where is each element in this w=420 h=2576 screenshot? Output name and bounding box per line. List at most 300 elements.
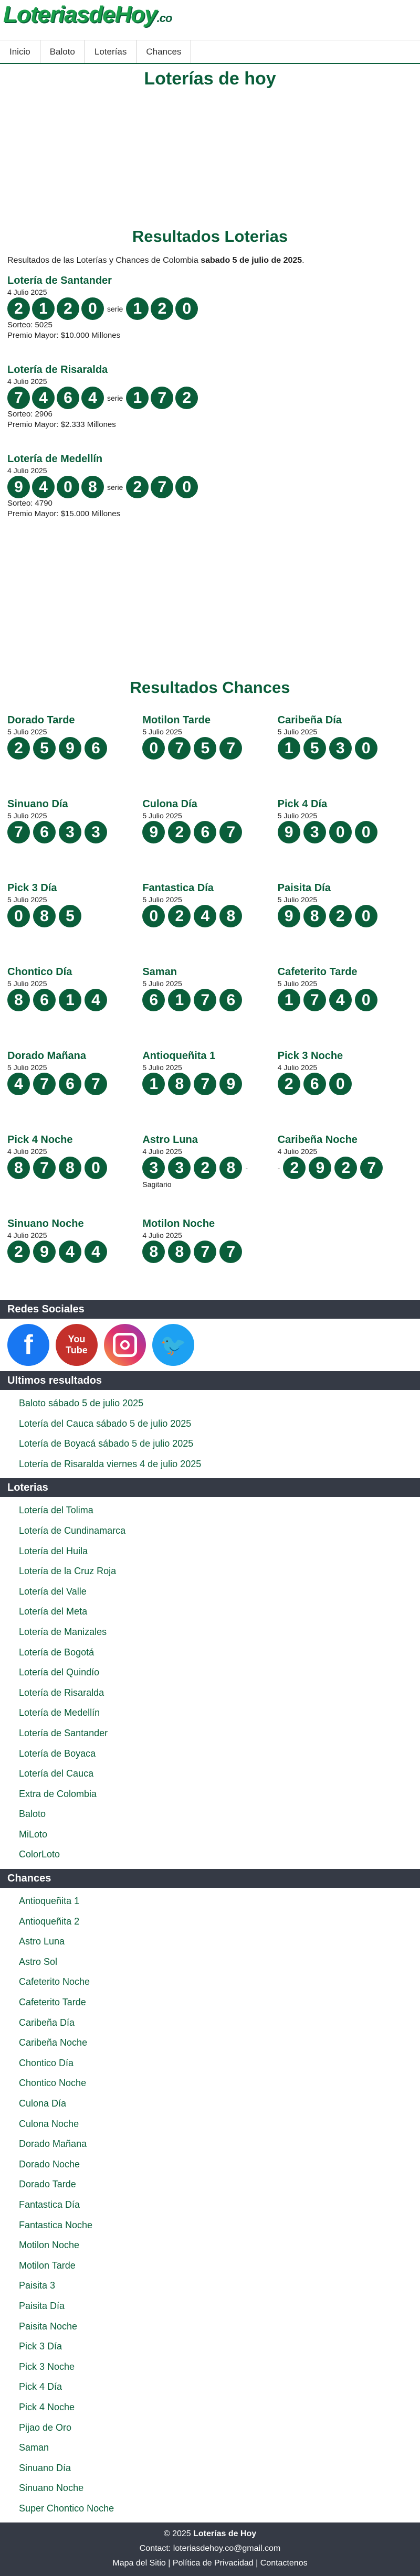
number-ball: 7: [303, 989, 326, 1011]
chance-date: 4 Julio 2025: [7, 1231, 47, 1239]
number-ball: 0: [329, 1073, 352, 1095]
chance-link[interactable]: Paisita Noche: [19, 2321, 78, 2332]
facebook-icon[interactable]: f: [7, 1324, 49, 1366]
chance-name[interactable]: Caribeña Día: [277, 714, 342, 726]
chance-link[interactable]: Motilon Noche: [19, 2240, 80, 2251]
list-item: [19, 1804, 420, 1824]
serie-ball: 0: [175, 476, 198, 498]
chance-link[interactable]: Saman: [19, 2442, 49, 2453]
chance-result: [278, 964, 413, 1048]
chance-link[interactable]: Pijao de Oro: [19, 2422, 72, 2433]
chance-numbers: [278, 737, 413, 760]
number-ball: 8: [59, 1157, 81, 1179]
chance-link[interactable]: Super Chontico Noche: [19, 2503, 114, 2514]
loteria-link[interactable]: Lotería de la Cruz Roja: [19, 1566, 117, 1577]
chance-link[interactable]: Pick 4 Día: [19, 2381, 62, 2392]
footer-sep: |: [253, 2559, 260, 2568]
chance-numbers: [7, 1073, 142, 1095]
main-nav: [0, 40, 420, 64]
list-item: [19, 2478, 420, 2498]
number-ball: 2: [7, 737, 30, 760]
chance-result: [7, 964, 142, 1048]
chance-name[interactable]: Motilon Tarde: [142, 714, 211, 726]
copyright-prefix: © 2025: [163, 2529, 194, 2539]
loteria-link[interactable]: Lotería del Cauca: [19, 1768, 94, 1779]
loteria-link[interactable]: Extra de Colombia: [19, 1788, 97, 1799]
chance-numbers: [7, 1157, 142, 1179]
chance-link[interactable]: Cafeterito Tarde: [19, 1997, 86, 2008]
list-item: [19, 1824, 420, 1845]
chance-date: 4 Julio 2025: [142, 1147, 182, 1156]
chance-name[interactable]: Motilon Noche: [142, 1218, 215, 1230]
number-ball: 9: [278, 905, 300, 927]
chance-result: [142, 712, 277, 796]
number-ball: 3: [142, 1157, 165, 1179]
list-item: [19, 2418, 420, 2438]
number-ball: 2: [7, 297, 30, 320]
youtube-you: You: [68, 1334, 86, 1344]
loteria-link[interactable]: Lotería de Bogotá: [19, 1647, 94, 1658]
number-ball: 8: [219, 905, 242, 927]
number-ball: 0: [355, 905, 377, 927]
chance-name[interactable]: Pick 4 Día: [277, 798, 328, 810]
chance-link[interactable]: Antioqueñita 1: [19, 1896, 80, 1907]
chance-numbers: [7, 989, 142, 1011]
number-ball: 7: [219, 821, 242, 843]
list-item: [19, 2053, 420, 2073]
chance-date: 5 Julio 2025: [7, 1063, 47, 1072]
chance-link[interactable]: Pick 3 Noche: [19, 2361, 75, 2372]
number-ball: 1: [278, 989, 300, 1011]
chance-name[interactable]: Pick 4 Noche: [7, 1134, 73, 1146]
chance-link[interactable]: Dorado Mañana: [19, 2139, 87, 2150]
chance-numbers: [278, 821, 413, 843]
list-item: [19, 1622, 420, 1642]
number-ball: 3: [168, 1157, 191, 1179]
loteria-link[interactable]: Lotería de Manizales: [19, 1626, 107, 1637]
number-ball: 4: [85, 1241, 107, 1263]
nav-baloto[interactable]: Baloto: [40, 40, 85, 63]
footer-link-mapa[interactable]: Mapa del Sitio: [112, 2559, 166, 2568]
chance-result: [7, 1048, 142, 1132]
ad-space: [0, 98, 420, 223]
chance-numbers: [142, 1157, 277, 1179]
number-ball: 7: [7, 821, 30, 843]
intro-prefix: Resultados de las Loterías y Chances de Colombia: [7, 256, 201, 265]
list-item: [19, 2336, 420, 2357]
chance-link[interactable]: Fantastica Noche: [19, 2219, 93, 2230]
list-item: [19, 2458, 420, 2478]
chance-link[interactable]: Fantastica Día: [19, 2199, 80, 2210]
list-item: [19, 1581, 420, 1602]
nav-inicio[interactable]: Inicio: [0, 40, 40, 63]
number-ball: 0: [355, 989, 377, 1011]
list-item: [19, 1763, 420, 1784]
number-ball: 9: [219, 1073, 242, 1095]
chance-date: 5 Julio 2025: [142, 979, 182, 988]
chance-link[interactable]: Pick 4 Noche: [19, 2401, 75, 2412]
chance-date: 4 Julio 2025: [277, 1063, 318, 1072]
list-item: [19, 2275, 420, 2296]
loteria-date: 4 Julio 2025: [7, 466, 47, 475]
chance-name[interactable]: Chontico Día: [7, 966, 72, 978]
list-item: [19, 1561, 420, 1581]
number-ball: 7: [7, 387, 30, 409]
chance-name[interactable]: Cafeterito Tarde: [277, 966, 358, 978]
list-item: [19, 2154, 420, 2175]
chance-name[interactable]: Dorado Mañana: [7, 1050, 87, 1062]
chance-numbers: [142, 989, 277, 1011]
number-ball: 9: [59, 737, 81, 760]
number-ball: 0: [57, 476, 79, 498]
chance-link[interactable]: Pick 3 Día: [19, 2341, 62, 2352]
ultimo-link[interactable]: Lotería de Risaralda viernes 4 de julio 2025: [19, 1458, 202, 1469]
loteria-link[interactable]: MiLoto: [19, 1829, 48, 1840]
number-ball: 2: [329, 905, 352, 927]
footer-link-privacidad[interactable]: Política de Privacidad: [172, 2559, 254, 2568]
chance-name[interactable]: Saman: [142, 966, 177, 978]
number-ball: 0: [81, 297, 104, 320]
list-item: [19, 1952, 420, 1972]
footer-link-contactenos[interactable]: Contactenos: [260, 2559, 308, 2568]
footer-copyright: [0, 2527, 420, 2541]
chance-name[interactable]: Astro Luna: [142, 1134, 198, 1146]
chance-name[interactable]: Dorado Tarde: [7, 714, 75, 726]
number-ball: 5: [33, 737, 56, 760]
chance-numbers: [7, 1241, 142, 1263]
chance-date: 5 Julio 2025: [142, 1063, 182, 1072]
loteria-name[interactable]: Lotería de Medellín: [7, 453, 103, 465]
chance-name[interactable]: Pick 3 Noche: [277, 1050, 343, 1062]
list-item: [19, 2114, 420, 2134]
list-item: [19, 1744, 420, 1764]
chance-date: 5 Julio 2025: [142, 728, 182, 736]
chance-link[interactable]: Dorado Tarde: [19, 2179, 76, 2190]
loterias-list-title: Loterias: [0, 1478, 420, 1497]
number-ball: 7: [85, 1073, 107, 1095]
chance-name[interactable]: Caribeña Noche: [277, 1134, 358, 1146]
twitter-icon[interactable]: 🐦: [152, 1324, 194, 1366]
list-item: [19, 1683, 420, 1703]
chance-date: 4 Julio 2025: [277, 1147, 318, 1156]
list-item: [19, 1500, 420, 1521]
loteria-date: 4 Julio 2025: [7, 377, 47, 386]
loteria-link[interactable]: Lotería del Valle: [19, 1586, 87, 1597]
site-logo[interactable]: [3, 2, 172, 27]
loteria-link[interactable]: Baloto: [19, 1809, 46, 1820]
chance-link[interactable]: Paisita 3: [19, 2280, 56, 2291]
chance-numbers: [278, 1157, 413, 1179]
loteria-link[interactable]: Lotería del Tolima: [19, 1505, 93, 1516]
list-item: [19, 1992, 420, 2013]
number-ball: 8: [219, 1157, 242, 1179]
loteria-name[interactable]: Lotería de Risaralda: [7, 364, 108, 376]
chance-sign: Sagitario: [142, 1180, 172, 1189]
chance-date: 4 Julio 2025: [142, 1231, 182, 1239]
chance-link[interactable]: Caribeña Noche: [19, 2037, 88, 2048]
number-ball: 7: [194, 1241, 216, 1263]
list-item: [19, 2073, 420, 2093]
list-item: [19, 1642, 420, 1663]
ultimos-list: [0, 1390, 420, 1478]
number-ball: 2: [194, 1157, 216, 1179]
chance-link[interactable]: Dorado Noche: [19, 2158, 80, 2169]
loteria-sorteo: Sorteo: 2906: [7, 410, 52, 419]
list-item: [19, 2357, 420, 2377]
chance-link[interactable]: Culona Día: [19, 2098, 67, 2109]
loteria-link[interactable]: Lotería de Risaralda: [19, 1687, 104, 1698]
number-ball: 2: [57, 297, 79, 320]
number-ball: 3: [329, 737, 352, 760]
redes-title: Redes Sociales: [0, 1300, 420, 1319]
list-item: [19, 2377, 420, 2397]
number-ball: 6: [57, 387, 79, 409]
chance-numbers: [278, 1073, 413, 1095]
number-ball: 8: [168, 1241, 191, 1263]
number-ball: 7: [219, 1241, 242, 1263]
number-ball: 2: [278, 1073, 300, 1095]
number-ball: 1: [32, 297, 55, 320]
footer-sep: |: [165, 2559, 173, 2568]
number-ball: 5: [303, 737, 326, 760]
chance-date: 5 Julio 2025: [277, 728, 318, 736]
number-ball: 2: [283, 1157, 306, 1179]
chance-numbers: [142, 821, 277, 843]
number-ball: 6: [85, 737, 107, 760]
chance-name[interactable]: Paisita Día: [277, 882, 331, 894]
serie-ball: 2: [151, 297, 173, 320]
number-ball: 7: [168, 737, 191, 760]
serie-label: serie: [107, 483, 123, 491]
list-item: [19, 2033, 420, 2053]
number-ball: 5: [59, 905, 81, 927]
loteria-link[interactable]: Lotería de Cundinamarca: [19, 1525, 126, 1536]
list-item: [19, 2296, 420, 2316]
chance-result: [7, 1216, 142, 1300]
number-ball: 0: [355, 737, 377, 760]
loteria-name[interactable]: Lotería de Santander: [7, 275, 112, 286]
serie-ball: 7: [151, 387, 173, 409]
intro-date: sabado 5 de julio de 2025: [201, 256, 302, 265]
chance-numbers: [142, 1073, 277, 1095]
chance-link[interactable]: Paisita Día: [19, 2300, 65, 2311]
logo-suffix: .co: [156, 12, 172, 25]
list-item: [19, 1454, 420, 1474]
number-ball: 0: [7, 905, 30, 927]
loteria-date: 4 Julio 2025: [7, 288, 47, 296]
number-ball: 4: [85, 989, 107, 1011]
number-ball: 7: [33, 1157, 56, 1179]
chance-link[interactable]: Astro Sol: [19, 1956, 58, 1967]
intro-suffix: .: [302, 256, 304, 265]
chance-link[interactable]: Motilon Tarde: [19, 2260, 76, 2271]
chance-date: 5 Julio 2025: [142, 895, 182, 904]
chance-result: [278, 796, 413, 880]
loteria-link[interactable]: Lotería de Boyaca: [19, 1748, 96, 1759]
loteria-numbers: [7, 297, 413, 320]
serie-label: serie: [107, 393, 123, 402]
number-ball: 7: [194, 989, 216, 1011]
list-item: [19, 2256, 420, 2276]
number-ball: 8: [33, 905, 56, 927]
list-item: [19, 1521, 420, 1541]
chance-date: 5 Julio 2025: [142, 811, 182, 820]
list-item: [19, 1703, 420, 1723]
number-ball: 6: [219, 989, 242, 1011]
chance-link[interactable]: Cafeterito Noche: [19, 1976, 90, 1987]
number-ball: 6: [59, 1073, 81, 1095]
ultimos-title: Ultimos resultados: [0, 1371, 420, 1390]
chance-numbers: [7, 737, 142, 760]
chance-result: [7, 1132, 142, 1216]
loteria-link[interactable]: ColorLoto: [19, 1849, 60, 1860]
chance-link[interactable]: Culona Noche: [19, 2118, 79, 2129]
chances-title: Resultados Chances: [130, 678, 290, 697]
number-ball: 8: [303, 905, 326, 927]
nav-loterias[interactable]: Loterías: [85, 40, 136, 63]
loteria-link[interactable]: Lotería de Santander: [19, 1727, 108, 1738]
list-item: [19, 2134, 420, 2154]
chance-name[interactable]: Pick 3 Día: [7, 882, 57, 894]
chance-link[interactable]: Sinuano Día: [19, 2462, 71, 2473]
loteria-numbers: [7, 387, 413, 409]
number-ball: 8: [81, 476, 104, 498]
chance-dash: -: [245, 1163, 248, 1172]
chance-result: [142, 1132, 277, 1216]
chance-numbers: [142, 1241, 277, 1263]
number-ball: 9: [278, 821, 300, 843]
youtube-icon[interactable]: [56, 1324, 98, 1366]
list-item: [19, 2498, 420, 2519]
instagram-icon[interactable]: [104, 1324, 146, 1366]
loteria-result: [0, 360, 420, 449]
chance-result: [142, 796, 277, 880]
chance-result: [142, 1216, 277, 1300]
number-ball: 2: [168, 905, 191, 927]
number-ball: 3: [303, 821, 326, 843]
chance-numbers: [142, 737, 277, 760]
ad-space-2: [0, 538, 420, 675]
chance-link[interactable]: Antioqueñita 2: [19, 1916, 80, 1927]
number-ball: 0: [142, 737, 165, 760]
loterias-results: [0, 271, 420, 538]
number-ball: 6: [303, 1073, 326, 1095]
list-item: [19, 1434, 420, 1454]
loterias-list: [0, 1497, 420, 1869]
list-item: [19, 2235, 420, 2256]
chance-name[interactable]: Culona Día: [142, 798, 197, 810]
chance-numbers: [142, 905, 277, 927]
loteria-sorteo: Sorteo: 4790: [7, 499, 52, 508]
loteria-premio: Premio Mayor: $10.000 Millones: [7, 331, 121, 340]
list-item: [19, 1891, 420, 1911]
number-ball: 2: [168, 821, 191, 843]
list-item: [19, 2195, 420, 2215]
list-item: [19, 1972, 420, 1992]
loteria-link[interactable]: Lotería del Quindío: [19, 1667, 100, 1678]
loteria-result: [0, 449, 420, 538]
loteria-link[interactable]: Lotería del Huila: [19, 1545, 88, 1556]
chance-name[interactable]: Sinuano Noche: [7, 1218, 84, 1230]
list-item: [19, 2316, 420, 2337]
ultimo-link[interactable]: Lotería de Boyacá sábado 5 de julio 2025: [19, 1438, 194, 1449]
chance-numbers: [7, 821, 142, 843]
list-item: [19, 1844, 420, 1865]
chance-numbers: [278, 989, 413, 1011]
chance-result: [142, 964, 277, 1048]
loteria-link[interactable]: Lotería del Meta: [19, 1606, 88, 1617]
chance-dash: -: [277, 1163, 280, 1172]
chance-result: [278, 712, 413, 796]
loteria-numbers: [7, 476, 413, 498]
list-item: [19, 2438, 420, 2458]
list-item: [19, 2174, 420, 2195]
list-item: [19, 1393, 420, 1414]
chance-link[interactable]: Sinuano Noche: [19, 2483, 84, 2494]
number-ball: 4: [59, 1241, 81, 1263]
serie-ball: 1: [126, 297, 149, 320]
chance-link[interactable]: Chontico Día: [19, 2057, 74, 2068]
chance-link[interactable]: Chontico Noche: [19, 2078, 87, 2089]
chance-result: [142, 880, 277, 964]
number-ball: 1: [59, 989, 81, 1011]
chance-date: 4 Julio 2025: [7, 1147, 47, 1156]
ultimo-link[interactable]: Baloto sábado 5 de julio 2025: [19, 1398, 144, 1408]
number-ball: 8: [168, 1073, 191, 1095]
number-ball: 6: [33, 821, 56, 843]
chance-name[interactable]: Fantastica Día: [142, 882, 214, 894]
list-item: [19, 1723, 420, 1744]
chance-date: 5 Julio 2025: [7, 895, 47, 904]
number-ball: 4: [32, 476, 55, 498]
number-ball: 4: [81, 387, 104, 409]
number-ball: 7: [360, 1157, 383, 1179]
list-item: [19, 1784, 420, 1804]
chance-link[interactable]: Caribeña Día: [19, 2017, 75, 2028]
number-ball: 3: [85, 821, 107, 843]
chance-link[interactable]: Astro Luna: [19, 1936, 65, 1947]
chance-name[interactable]: Sinuano Día: [7, 798, 68, 810]
logo-text: LoteriasdeHoy: [3, 2, 157, 27]
chance-date: 5 Julio 2025: [7, 979, 47, 988]
number-ball: 2: [7, 1241, 30, 1263]
number-ball: 4: [32, 387, 55, 409]
nav-chances[interactable]: Chances: [136, 40, 191, 63]
number-ball: 8: [7, 1157, 30, 1179]
number-ball: 1: [168, 989, 191, 1011]
chance-name[interactable]: Antioqueñita 1: [142, 1050, 216, 1062]
number-ball: 6: [194, 821, 216, 843]
site-header: [0, 0, 420, 40]
number-ball: 1: [142, 1073, 165, 1095]
copyright-brand: Loterías de Hoy: [193, 2529, 257, 2539]
ultimo-link[interactable]: Lotería del Cauca sábado 5 de julio 2025: [19, 1418, 192, 1429]
loterias-intro: [0, 250, 420, 271]
loteria-premio: Premio Mayor: $15.000 Millones: [7, 509, 121, 518]
chance-date: 5 Julio 2025: [277, 811, 318, 820]
number-ball: 7: [194, 1073, 216, 1095]
number-ball: 9: [142, 821, 165, 843]
serie-ball: 0: [175, 297, 198, 320]
loteria-link[interactable]: Lotería de Medellín: [19, 1707, 100, 1718]
serie-ball: 2: [126, 476, 149, 498]
list-item: [19, 1601, 420, 1622]
number-ball: 4: [7, 1073, 30, 1095]
list-item: [19, 1911, 420, 1932]
number-ball: 8: [142, 1241, 165, 1263]
list-item: [19, 2215, 420, 2236]
number-ball: 8: [7, 989, 30, 1011]
